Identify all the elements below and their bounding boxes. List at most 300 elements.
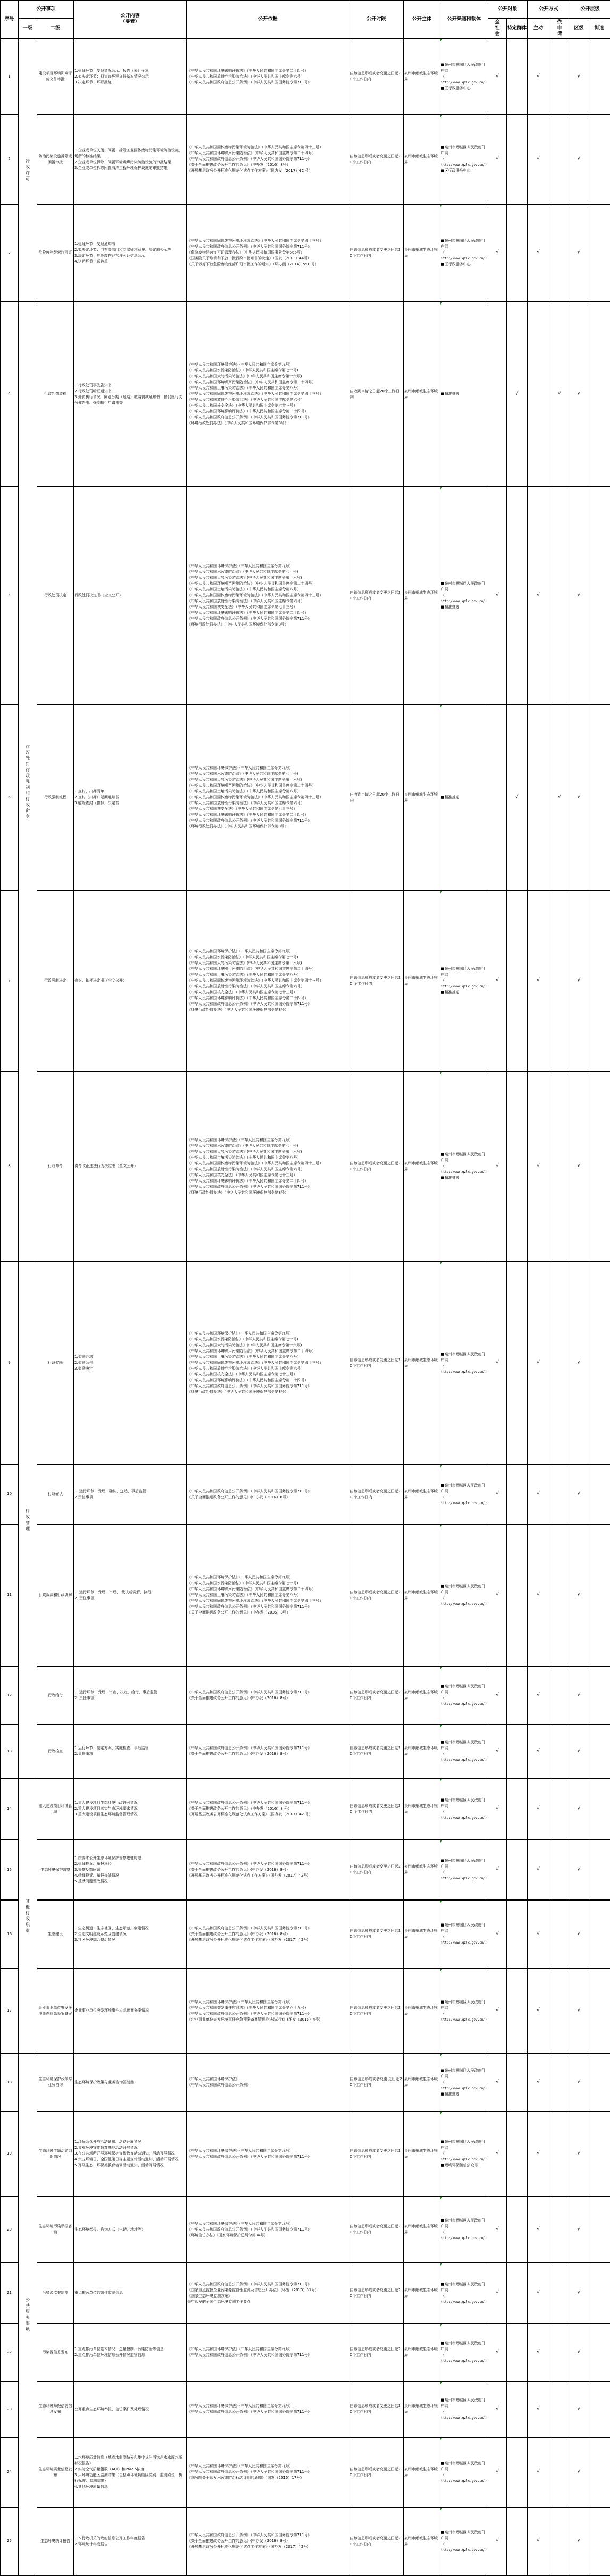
check-active: √: [528, 1667, 549, 1725]
level2-item: 企业事业单位突发环境事件应急预案备案: [37, 1969, 74, 2054]
channel-line: ■精准推送: [441, 605, 459, 609]
content-line: 1.企业或单位关闭、闲置、拆除工业固体废物污染环境防治设施、场所的核准结果: [74, 148, 182, 158]
check-district: √: [570, 1969, 588, 2054]
portal-link[interactable]: http://www.qzlc.gov.cn/）: [441, 1941, 489, 1945]
level2-item: 行政确认: [37, 1465, 74, 1524]
check-district: √: [570, 2507, 588, 2575]
basis-line: 《开展基层政务公开标准化规范化试点工作方案》（国办发（2017）42 号）: [187, 1812, 313, 1817]
content-line: 1. 运行环节：受理、审查、决定、给付、事后监管: [74, 1690, 157, 1694]
content-cell: [74, 1071, 187, 1262]
portal-link[interactable]: http://www.qzlc.gov.cn/）: [441, 2416, 489, 2420]
portal-link[interactable]: http://www.qzlc.gov.cn/）: [441, 2300, 489, 2304]
subject: 泉州市鲤城生态环境局: [404, 302, 440, 487]
check-active: √: [528, 2381, 549, 2437]
portal-link[interactable]: http://www.qzlc.gov.cn/）: [441, 985, 489, 989]
basis-line: 《中华人民共和国环境保护法》: [187, 2077, 240, 2081]
time-limit: 自该信息形成或者变更之日起20 个工作日内: [349, 891, 404, 1071]
check-apply: √: [549, 302, 570, 487]
header-level-street: 街道: [588, 19, 610, 39]
basis-line: 《中华人民共和国政府信息公开条例》（中华人民共和国国务院令第711号）: [187, 244, 312, 249]
check-district: √: [570, 2381, 588, 2437]
channel-line: ■区行政服务中心: [441, 168, 471, 173]
basis-line: 《中华人民共和国政府信息公开条例》（中华人民共和国国务院令第711号）: [187, 2353, 312, 2357]
channel-line: ■泉州市鲤城区人民政府门户网: [441, 2461, 486, 2471]
level2-item: 行政处罚决定: [37, 487, 74, 705]
check-street: [588, 1071, 610, 1262]
check-active: √: [528, 1524, 549, 1667]
check-district: √: [570, 204, 588, 302]
channel-line: ■泉州市鲤城区人民政府门户网: [441, 2282, 486, 2292]
table-row: [1, 487, 610, 705]
level2-item: 生态环境污染举报咨询: [37, 2197, 74, 2263]
check-active: √: [528, 1725, 549, 1778]
basis-line: 《中华人民共和国环境保护法》(中华人民共和国主席令第九号): [187, 1137, 291, 1142]
subject: 泉州市鲤城生态环境局: [404, 487, 440, 705]
subject: 泉州市鲤城生态环境局: [404, 1840, 440, 1900]
basis-line: 《中华人民共和国放射性污染防治法》（中华人民共和国主席令第六号）: [187, 398, 305, 402]
check-apply: [549, 2263, 570, 2324]
check-specific: [507, 487, 528, 705]
content-cell: [74, 2263, 187, 2324]
basis-line: 《中华人民共和国土壤污染防治法》（中华人民共和国主席令第八号）: [187, 1155, 301, 1160]
content-line: 2.查封（扣押）延期通知书: [74, 795, 119, 799]
basis-line: 《中华人民共和国政府信息公开条例》（中华人民共和国国务院令第711号）: [187, 1861, 312, 1866]
channel-line: ■泉州市鲤城区人民政府门户网: [441, 2218, 486, 2228]
time-limit: 自该信息形成或者变更之日起20个工作日内: [349, 2112, 404, 2197]
row-seq: 7: [1, 891, 19, 1071]
basis-cell: [187, 705, 349, 891]
check-apply: [549, 891, 570, 1071]
basis-line: 《中华人民共和国环境保护法》(中华人民共和国主席令第九号): [187, 2221, 291, 2226]
level2-item: 重大建设项目环境管理: [37, 1778, 74, 1840]
basis-cell: [187, 1524, 349, 1667]
check-all: √: [488, 1969, 507, 2054]
channel-cell: [440, 2324, 488, 2381]
time-limit: 自该信息形成或者变更之日起20 个工作日内: [349, 1465, 404, 1524]
basis-line: 《中华人民共和国环境保护法》(中华人民共和国主席令第九号): [187, 766, 291, 770]
table-row: [1, 1969, 610, 2054]
basis-line: 《中华人民共和国固体废物污染环境防治法》（中华人民共和国主席令第四十三号）: [187, 978, 323, 983]
subject: 泉州市鲤城生态环境局: [404, 891, 440, 1071]
row-seq: 23: [1, 2381, 19, 2437]
check-active: √: [528, 2197, 549, 2263]
basis-line: 《中华人民共和国大气污染防治法》(中华人民共和国主席令第十六号): [187, 1149, 302, 1154]
basis-line: 《环境行政处罚办法》（中华人民共和国环境保护部令第8号）: [187, 421, 288, 425]
check-district: √: [570, 2112, 588, 2197]
basis-line: 《中华人民共和国大气污染防治法》(中华人民共和国主席令第十六号): [187, 374, 302, 378]
portal-link[interactable]: http://www.qzlc.gov.cn/）: [441, 2548, 489, 2552]
table-row: [1, 2054, 610, 2112]
content-line: 3.重大建设项目生态环境监督管理情况: [74, 1812, 138, 1817]
level1-category: [19, 2054, 37, 2575]
content-line: 行政处罚决定书（全文公开）: [74, 593, 123, 597]
row-seq: 8: [1, 1071, 19, 1262]
basis-line: 《关于全面推进政务公开工作的意见》（中办发（2016）8号）: [187, 163, 290, 167]
check-street: [588, 1524, 610, 1667]
content-line: 2.生态文明建设示范区创建情况: [74, 1931, 127, 1936]
check-specific: [507, 1524, 528, 1667]
check-active: [528, 302, 549, 487]
check-all: √: [488, 1524, 507, 1667]
basis-line: 《中华人民共和国放射性污染防治法》（中华人民共和国主席令第六号）: [187, 1366, 305, 1371]
channel-cell: [440, 2112, 488, 2197]
channel-line: ■泉州市鲤城区人民政府门户网: [441, 1797, 486, 1808]
content-cell: [74, 2054, 187, 2112]
channel-line: （: [441, 2230, 445, 2234]
header-target-specific: 特定群体: [507, 19, 528, 39]
content-cell: [74, 2112, 187, 2197]
check-district: √: [570, 2263, 588, 2324]
check-apply: [549, 1262, 570, 1465]
content-line: 3.社区环境综合整治情况: [74, 1937, 115, 1942]
table-row: [1, 1524, 610, 1667]
row-seq: 11: [1, 1524, 19, 1667]
basis-line: 《中华人民共和国环境保护法》(中华人民共和国主席令第九号): [187, 2148, 291, 2153]
level2-item: 行政奖励: [37, 1262, 74, 1465]
header-content: [74, 1, 187, 39]
basis-line: 《关于全面推进政务公开工作的意见》(中办发（2016）8号）: [187, 1931, 290, 1936]
level2-item: 行政给付: [37, 1667, 74, 1725]
check-apply: [549, 1725, 570, 1778]
check-all: √: [488, 1900, 507, 1969]
row-seq: 17: [1, 1969, 19, 2054]
content-line: 企业事业单位突发环境事件应急预案备案情况: [74, 2008, 149, 2013]
check-street: [588, 302, 610, 487]
subject: 泉州市鲤城生态环境局: [404, 1667, 440, 1725]
content-line: 3.在公共场所开展环境保护宣传教育活动通知、活动开展情况: [74, 2151, 175, 2156]
row-seq: 18: [1, 2054, 19, 2112]
row-seq: 19: [1, 2112, 19, 2197]
check-street: [588, 2263, 610, 2324]
content-line: 4.其他环境质量信息: [74, 2484, 108, 2489]
content-cell: [74, 1465, 187, 1524]
channel-line: ■泉州市鲤城区人民政府门户网: [441, 1999, 486, 2010]
check-active: √: [528, 487, 549, 705]
basis-line: 《关于全面推进政务公开工作的意见》（中办发（2016）8号）: [187, 1610, 290, 1615]
time-limit: 自该信息形成或者变更之日起20个工作日内: [349, 2437, 404, 2507]
basis-cell: [187, 204, 349, 302]
check-apply: [549, 1778, 570, 1840]
content-cell: [74, 487, 187, 705]
basis-line: 《中华人民共和国政府信息公开条例》（中华人民共和国国务院令第711号）: [187, 2410, 312, 2414]
basis-line: 《环境信访办法》(国家环境保护总局令第34号): [187, 2233, 266, 2237]
basis-line: 《关于做好下放危险废物经营许可审批工作的通知》（环办函（2014）551 号）: [187, 262, 319, 266]
time-limit: 自该信息形成或者变更之日起20个工作日内: [349, 115, 404, 204]
check-active: √: [528, 2437, 549, 2507]
time-limit: 自该信息形成或者变更之日起20个工作日内: [349, 2324, 404, 2381]
channel-line: ■区行政服务中心: [441, 262, 471, 266]
check-specific: [507, 1262, 528, 1465]
basis-line: 《中华人民共和国大气污染防治法》(中华人民共和国主席令第十六号): [187, 961, 302, 965]
channel-line: （: [441, 1752, 445, 1756]
portal-link[interactable]: http://www.qzlc.gov.cn/）: [441, 2359, 489, 2363]
content-cell: [74, 1262, 187, 1465]
subject: 泉州市鲤城生态环境局: [404, 2197, 440, 2263]
basis-line: 《中华人民共和国政府信息公开条例》（中华人民共和国国务院令第711号）: [187, 818, 312, 823]
time-limit: 自该信息形成或者变更之日起20个工作日内: [349, 1262, 404, 1465]
channel-cell: [440, 705, 488, 891]
portal-link[interactable]: http://www.qzlc.gov.cn/）: [441, 1501, 489, 1505]
portal-link[interactable]: http://www.qzlc.gov.cn/）: [441, 2479, 489, 2483]
channel-line: （: [441, 157, 445, 161]
header-content-line1: 公开内容: [120, 13, 140, 19]
check-apply: [549, 2507, 570, 2575]
level2-item: 行政强制决定: [37, 891, 74, 1071]
basis-line: 《中华人民共和国环境噪声污染防治法》（中华人民共和国主席令第二十四号）: [187, 151, 316, 155]
content-line: 3.督察反馈问题: [74, 1867, 101, 1872]
portal-link[interactable]: http://www.qzlc.gov.cn/）: [441, 1815, 489, 1820]
content-cell: [74, 1840, 187, 1900]
content-line: 重点排污单位监督性监测信息: [74, 2291, 123, 2295]
channel-line: （: [441, 2541, 445, 2546]
check-district: √: [570, 1071, 588, 1262]
check-apply: [549, 2381, 570, 2437]
check-all: √: [488, 1667, 507, 1725]
portal-link[interactable]: http://www.qzlc.gov.cn/）: [441, 2017, 489, 2022]
basis-line: 《中华人民共和国环境影响评价法》（中华人民共和国主席令第二十四号）: [187, 996, 308, 1000]
check-all: √: [488, 2054, 507, 2112]
content-line: 1.查封、扣押清单: [74, 789, 104, 793]
subject: 泉州市鲤城生态环境局: [404, 2437, 440, 2507]
content-line: 1. 运行环节：受理、审理、 裁决或调解、执行: [74, 1590, 152, 1594]
check-all: √: [488, 2324, 507, 2381]
content-line: 2.重点排污单位环境信息公开情况监管信息: [74, 2353, 145, 2357]
basis-line: 《中华人民共和国环境保护法》(中华人民共和国主席令第九号): [187, 2347, 291, 2351]
level2-item: 行政检查: [37, 1725, 74, 1778]
table-row: [1, 2197, 610, 2263]
basis-line: 《开展基层政务公开标准化规范化试点工作方案》(国办发（2017）42号): [187, 1873, 309, 1878]
header-basis: 公开依据: [187, 1, 349, 39]
check-active: √: [528, 1465, 549, 1524]
time-limit: 自该信息形成或者变更之日起20个工作日内: [349, 2263, 404, 2324]
channel-line: （: [441, 1696, 445, 1700]
row-seq: 5: [1, 487, 19, 705]
basis-line: 《开展基层政务公开标准化规范化试点工作方案》（国办发（2017）42 号）: [187, 168, 313, 173]
portal-link[interactable]: http://www.qzlc.gov.cn/）: [441, 1877, 489, 1880]
check-all: [488, 705, 507, 891]
header-content-line2: （要素）: [120, 19, 140, 25]
basis-cell: [187, 2324, 349, 2381]
check-specific: [507, 2437, 528, 2507]
basis-line: 《环境行政处罚办法》（中华人民共和国环境保护部令第8号）: [187, 1190, 288, 1195]
basis-line: 《企业事业单位突发环境事件应急预案备案管理办法(试行)》(环发（2015）4号): [187, 2017, 321, 2022]
basis-line: 《中华人民共和国政府信息公开条例》（中华人民共和国国务院令第711号）: [187, 1604, 312, 1609]
level2-item: 生态环境举报信访信息发布: [37, 2381, 74, 2437]
channel-line: （: [441, 1595, 445, 1600]
basis-line: 《中华人民共和国政府信息公开条例》（中华人民共和国国务院令第711号）: [187, 616, 312, 621]
basis-line: 《中华人民共和国政府信息公开条例》: [187, 2083, 251, 2087]
basis-line: 《关于全面推进政务公开工作的意见》(中办发（2016）8号）: [187, 1494, 290, 1499]
level1-category: [19, 1262, 37, 1778]
portal-link[interactable]: http://www.qzlc.gov.cn/）: [441, 599, 489, 603]
check-all: √: [488, 2381, 507, 2437]
portal-link[interactable]: http://www.qzlc.gov.cn/）: [441, 1602, 489, 1606]
row-seq: 1: [1, 39, 19, 115]
channel-line: ■精准推送: [441, 990, 459, 994]
check-all: √: [488, 2112, 507, 2197]
channel-line: （: [441, 978, 445, 983]
channel-cell: [440, 1840, 488, 1900]
basis-line: 《中华人民共和国土壤污染防治法》（中华人民共和国主席令第八号）: [187, 1355, 301, 1359]
check-specific: [507, 2054, 528, 2112]
basis-cell: [187, 2197, 349, 2263]
content-line: 查封、扣押决定书（全文公开）: [74, 978, 127, 983]
basis-line: 《中华人民共和国水污染防治法》(中华人民共和国主席令第七十号): [187, 1337, 298, 1341]
table-row: [1, 39, 610, 115]
channel-cell: [440, 1524, 488, 1667]
content-line: 2.责任事项: [74, 1494, 93, 1499]
check-street: [588, 1725, 610, 1778]
channel-line: （: [441, 1935, 445, 1939]
check-district: √: [570, 39, 588, 115]
subject: 泉州市鲤城生态环境局: [404, 1262, 440, 1465]
basis-line: 《中华人民共和国放射性污染防治法》（中华人民共和国主席令第六号）: [187, 599, 305, 603]
level2-item: 污染源信息发布: [37, 2324, 74, 2381]
table-row: [1, 1262, 610, 1465]
check-district: √: [570, 2324, 588, 2381]
check-street: [588, 2507, 610, 2575]
level2-item: 生态环境保护督察: [37, 1840, 74, 1900]
content-line: 1.受理环节：受理情况公示、报告（表）全本: [74, 68, 149, 73]
subject: 泉州市鲤城生态环境局: [404, 1900, 440, 1969]
check-district: √: [570, 1262, 588, 1465]
table-row: [1, 1465, 610, 1524]
check-active: √: [528, 1900, 549, 1969]
channel-line: ■泉州市鲤城区人民政府门户网: [441, 2341, 486, 2351]
subject: 泉州市鲤城生态环境局: [404, 115, 440, 204]
content-cell: [74, 204, 187, 302]
table-row: [1, 2437, 610, 2507]
basis-line: 《中华人民共和国放射性污染防治法》（中华人民共和国主席令第六号）: [187, 74, 305, 79]
basis-line: 《中华人民共和国核安全法》（中华人民共和国主席令第七十三号）: [187, 605, 297, 609]
channel-cell: [440, 204, 488, 302]
content-cell: [74, 1667, 187, 1725]
check-street: [588, 1969, 610, 2054]
basis-line: 《中华人民共和国环境保护法》(中华人民共和国主席令第九号): [187, 949, 291, 953]
row-seq: 3: [1, 204, 19, 302]
check-street: [588, 891, 610, 1071]
content-line: 4.六五环境日、全国低碳日等主题宣传活动通知、活动开展情况: [74, 2157, 179, 2161]
check-all: √: [488, 487, 507, 705]
check-all: √: [488, 2437, 507, 2507]
row-seq: 14: [1, 1778, 19, 1840]
channel-cell: [440, 891, 488, 1071]
check-street: [588, 1840, 610, 1900]
channel-line: ■泉州市鲤城区人民政府门户网: [441, 145, 486, 155]
channel-line: （: [441, 74, 445, 79]
basis-line: 《中华人民共和国固体废物污染环境防治法》（中华人民共和国主席令第四十三号）: [187, 795, 323, 799]
check-specific: [507, 1840, 528, 1900]
portal-link[interactable]: http://www.qzlc.gov.cn/）: [441, 2236, 489, 2240]
portal-link[interactable]: http://www.qzlc.gov.cn/）: [441, 2086, 489, 2090]
content-line: 4.送达环节：送达单: [74, 259, 108, 264]
check-apply: [549, 487, 570, 705]
basis-line: 每年印发的全国生态环境监测工作要点: [187, 2299, 251, 2304]
content-line: 5.反馈问题整改情况: [74, 1879, 108, 1884]
basis-cell: [187, 1667, 349, 1725]
portal-link[interactable]: http://www.qzlc.gov.cn/）: [441, 80, 489, 85]
basis-line: 《中华人民共和国环境影响评价法》（中华人民共和国主席令第二十四号）: [187, 1378, 308, 1382]
basis-line: 《中华人民共和国固体废物污染环境防治法》（中华人民共和国主席令第四十三号）: [187, 239, 323, 243]
basis-line: 《中华人民共和国环境噪声污染防治法》（中华人民共和国主席令第二十四号）: [187, 1349, 316, 1353]
content-cell: [74, 2197, 187, 2263]
basis-cell: [187, 1778, 349, 1840]
portal-link[interactable]: http://www.qzlc.gov.cn/）: [441, 1170, 489, 1174]
basis-line: 《中华人民共和国土壤污染防治法》（中华人民共和国主席令第八号）: [187, 973, 301, 977]
portal-link[interactable]: http://www.qzlc.gov.cn/）: [441, 257, 489, 260]
portal-link[interactable]: http://www.qzlc.gov.cn/）: [441, 1758, 489, 1762]
content-line: 2.企业或单位拆除、闲置环境噪声污染防治设施的审批结果: [74, 159, 171, 164]
time-limit: 自该信息形成或者变更之日起20个工作日内: [349, 1071, 404, 1262]
level1-category: [19, 302, 37, 1262]
content-line: 1. 运行环节：受理、确认、送达、事后监管: [74, 1489, 146, 1493]
basis-cell: [187, 2437, 349, 2507]
level2-item: 行政处罚流程: [37, 302, 74, 487]
basis-line: 《中华人民共和国水污染防治法》(中华人民共和国主席令第七十号): [187, 570, 298, 574]
level2-item: 生态环境质量信息发布: [37, 2437, 74, 2507]
portal-link[interactable]: http://www.qzlc.gov.cn/）: [441, 163, 489, 167]
check-street: [588, 705, 610, 891]
basis-line: 《中华人民共和国核安全法》（中华人民共和国主席令第七十三号）: [187, 1172, 297, 1177]
header-target: 公开对象: [488, 1, 528, 19]
basis-line: 《中华人民共和国政府信息公开条例》（中华人民共和国国务院令第711号）: [187, 1384, 312, 1388]
check-district: √: [570, 1667, 588, 1725]
check-specific: [507, 1667, 528, 1725]
check-active: √: [528, 2507, 549, 2575]
basis-line: 《中华人民共和国环境影响评价法》（中华人民共和国主席令第二十四号）: [187, 68, 308, 73]
basis-line: 《开展基层政务公开标准化规范化试点工作方案》(国办发（2017）42号): [187, 2545, 309, 2549]
basis-line: 《中华人民共和国环境保护法》(中华人民共和国主席令第九号): [187, 1575, 291, 1580]
channel-line: （: [441, 1363, 445, 1368]
content-cell: [74, 2324, 187, 2381]
content-line: 3.决定环节：环评批复: [74, 80, 112, 85]
check-active: √: [528, 204, 549, 302]
basis-line: 《中华人民共和国政府信息公开条例》（中华人民共和国国务院令第711号）: [187, 1746, 312, 1750]
header-seq: 序号: [1, 1, 19, 39]
check-district: √: [570, 2437, 588, 2507]
basis-line: 《中华人民共和国环境噪声污染防治法》（中华人民共和国主席令第二十四号）: [187, 1587, 316, 1591]
portal-link[interactable]: http://www.qzlc.gov.cn/）: [441, 1702, 489, 1706]
check-street: [588, 1262, 610, 1465]
basis-cell: [187, 115, 349, 204]
channel-line: （: [441, 2011, 445, 2016]
basis-line: 《中华人民共和国水污染防治法》(中华人民共和国主席令第七十号): [187, 368, 298, 373]
content-cell: [74, 1900, 187, 1969]
check-active: √: [528, 1071, 549, 1262]
basis-line: 《中华人民共和国政府信息公开条例》（中华人民共和国国务院令第711号）: [187, 1925, 312, 1930]
time-limit: 自该信息形成或者变更之日起20个工作日内: [349, 204, 404, 302]
portal-link[interactable]: http://www.qzlc.gov.cn/）: [441, 2158, 489, 2161]
check-specific: [507, 1969, 528, 2054]
level2-item: 行政强制流程: [37, 705, 74, 891]
check-district: √: [570, 487, 588, 705]
level1-category: [19, 39, 37, 302]
basis-line: 《国务院关于取消和下放一批行政审批项目的决定》（国发（2013）44号）: [187, 256, 312, 260]
content-cell: [74, 39, 187, 115]
basis-line: 《中华人民共和国核安全法》（中华人民共和国主席令第七十三号）: [187, 807, 297, 811]
check-all: √: [488, 891, 507, 1071]
basis-line: 《中华人民共和国大气污染防治法》(中华人民共和国主席令第十六号): [187, 576, 302, 580]
check-apply: √: [549, 705, 570, 891]
basis-line: 《关于全面推进政务公开工作的意见》(中办发（2016）8号）: [187, 1696, 290, 1700]
basis-line: 《开展基层政务公开标准化规范化试点工作方案》(国办发（2017）42号): [187, 1937, 309, 1942]
time-limit: 自该信息形成或者变更之日起20个工作日内: [349, 2381, 404, 2437]
check-all: √: [488, 2263, 507, 2324]
portal-link[interactable]: http://www.qzlc.gov.cn/）: [441, 1370, 489, 1374]
check-apply: [549, 2324, 570, 2381]
table-row: [1, 705, 610, 891]
content-line: 2.环境统计年度报告: [74, 2541, 108, 2546]
